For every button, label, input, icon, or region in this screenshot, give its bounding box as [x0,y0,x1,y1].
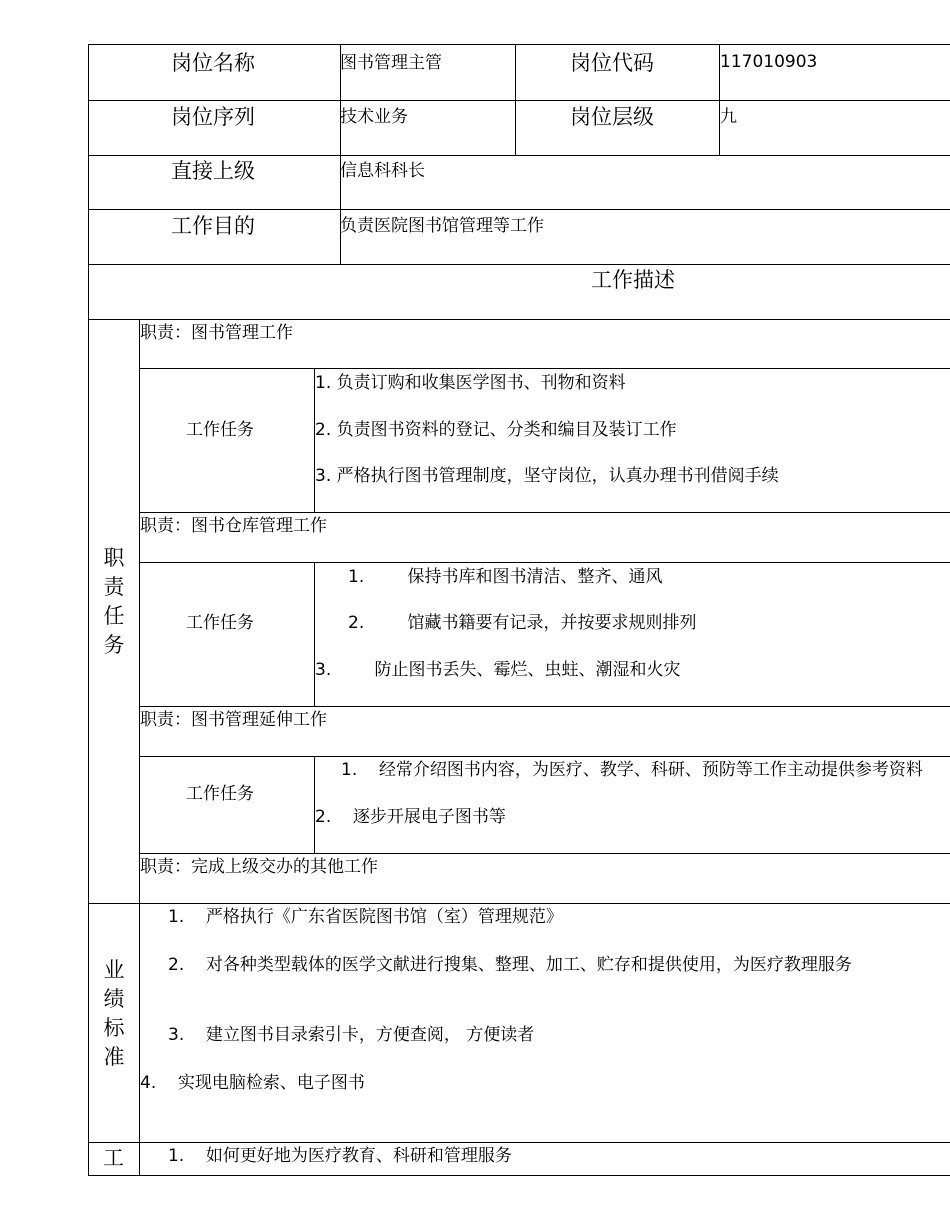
duty-title: 职责：完成上级交办的其他工作 [140,857,378,877]
task-item: 2. 逐步开展电子图书等 [315,807,506,827]
table-rule [88,264,950,265]
duties-side-label: 职责任务 [103,546,125,657]
position-code-value: 117010903 [720,52,818,72]
task-item: 1. 负责订购和收集医学图书、刊物和资料 [315,373,626,393]
duty-title: 职责：图书仓库管理工作 [140,516,327,536]
task-label: 工作任务 [186,784,254,804]
table-rule [139,368,950,369]
table-rule [88,44,950,45]
position-sequence-label: 岗位序列 [171,105,255,129]
task-label: 工作任务 [186,613,254,633]
performance-side-label: 业绩标准 [103,958,125,1069]
table-rule [139,319,140,1176]
table-rule [139,562,950,563]
table-rule [88,209,950,210]
performance-item: 2. 对各种类型载体的医学文献进行搜集、整理、加工、贮存和提供使用，为医疗教理服务 [168,955,852,975]
task-label: 工作任务 [186,420,254,440]
position-level-label: 岗位层级 [570,105,654,129]
direct-superior-value: 信息科科长 [340,161,425,181]
performance-item: 4. 实现电脑检索、电子图书 [140,1073,365,1093]
table-rule [314,562,315,707]
work-purpose-label: 工作目的 [171,214,255,238]
position-name-value: 图书管理主管 [340,53,442,73]
direct-superior-label: 直接上级 [171,159,255,183]
table-rule [139,512,950,513]
table-rule [88,319,950,320]
duty-title: 职责：图书管理延伸工作 [140,710,327,730]
performance-item: 3. 建立图书目录索引卡，方便查阅， 方便读者 [168,1025,535,1045]
table-rule [515,44,516,156]
table-rule [88,155,950,156]
position-code-label: 岗位代码 [570,51,654,75]
table-rule [88,1175,950,1176]
table-rule [88,100,950,101]
table-rule [139,756,950,757]
table-rule [88,44,89,1176]
task-item: 3. 严格执行图书管理制度，坚守岗位，认真办理书刊借阅手续 [315,466,779,486]
task-item: 1. 经常介绍图书内容，为医疗、教学、科研、预防等工作主动提供参考资料 [341,760,923,780]
task-item: 2. 馆藏书籍要有记录，并按要求规则排列 [348,613,697,633]
table-rule [314,756,315,854]
table-rule [88,903,950,904]
table-rule [139,706,950,707]
table-rule [139,853,950,854]
position-sequence-value: 技术业务 [340,107,408,127]
performance-item: 1. 严格执行《广东省医院图书馆（室）管理规范》 [168,907,563,927]
position-name-label: 岗位名称 [171,51,255,75]
challenges-side-label: 工 [103,1146,124,1170]
table-rule [88,1142,950,1143]
duty-title: 职责：图书管理工作 [140,323,293,343]
work-description-title: 工作描述 [591,268,675,292]
task-item: 2. 负责图书资料的登记、分类和编目及装订工作 [315,420,677,440]
task-item: 1. 保持书库和图书清洁、整齐、通风 [348,567,663,587]
position-level-value: 九 [720,107,737,127]
task-item: 3. 防止图书丢失、霉烂、虫蛀、潮湿和火灾 [315,660,681,680]
challenge-item: 1. 如何更好地为医疗教育、科研和管理服务 [168,1146,512,1166]
work-purpose-value: 负责医院图书馆管理等工作 [340,216,544,236]
